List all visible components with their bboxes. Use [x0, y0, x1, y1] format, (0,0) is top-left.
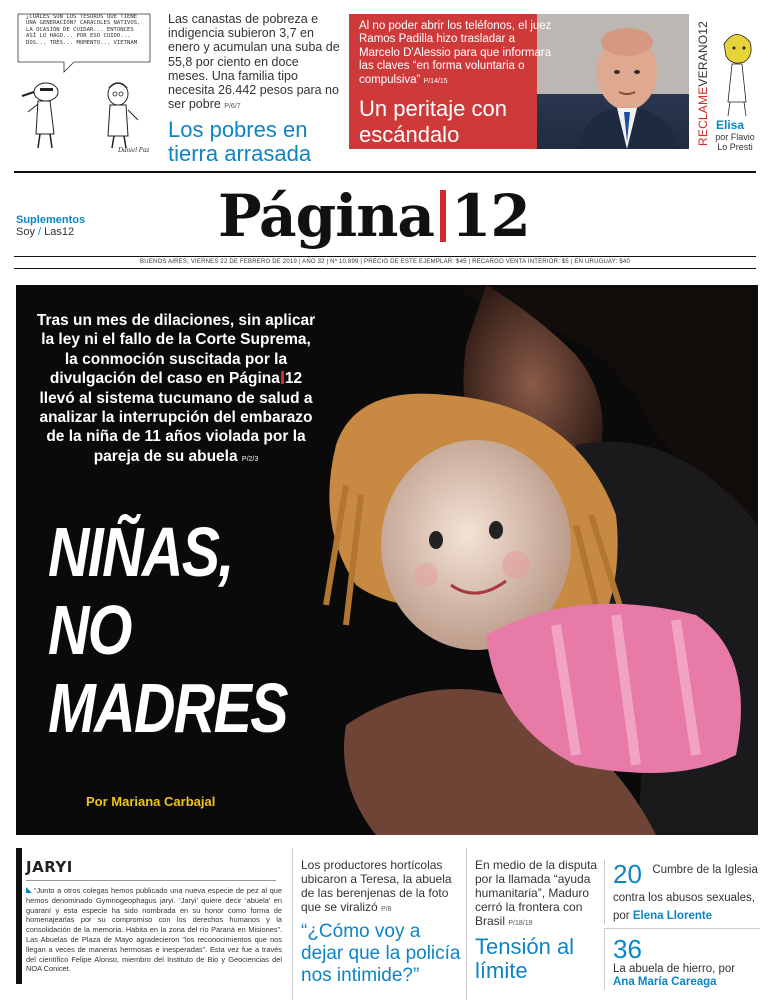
- elisa-author-name: Lo Presti: [717, 142, 753, 152]
- elisa-illustration: [716, 16, 758, 120]
- tension-text: En medio de la disputa por la llamada “ayuda humanitaria”, Maduro cerró la frontera con Brasil: [475, 858, 598, 928]
- supplements-label: Suplementos: [16, 214, 86, 226]
- reclame-word: RECLAME: [696, 86, 710, 146]
- headline-line: MADRES: [48, 669, 287, 747]
- story-peritaje-text: Al no poder abrir los teléfonos, el juez Ramos Padilla hizo trasladar a Marcelo D'Alessio para que informara las claves “en forma voluntaria o compulsiva”: [359, 20, 552, 86]
- main-headline[interactable]: [48, 513, 287, 747]
- teresa-headline[interactable]: “¿Cómo voy a dejar que la policía nos intimide?”: [301, 921, 461, 986]
- brief-text-body: La abuela de hierro, por: [613, 963, 736, 975]
- logo-number: 12: [450, 182, 530, 250]
- brief-page-number: 36: [613, 934, 642, 964]
- jaryi-tag: JARYI: [26, 858, 73, 876]
- page-ref: P/2/3: [241, 455, 259, 463]
- brief-author: Ana María Careaga: [613, 976, 717, 989]
- page-ref: P/18/19: [508, 920, 533, 927]
- brief-text-body: Cumbre de la Iglesia contra los abusos sexuales, por: [613, 864, 758, 922]
- teresa-story[interactable]: [292, 848, 462, 1000]
- teresa-body: [301, 858, 462, 917]
- supplements-separator: /: [38, 226, 42, 238]
- story-pobres-body: [168, 12, 340, 114]
- main-lead-text: [36, 311, 316, 469]
- elisa-author: [712, 132, 758, 152]
- supplements-items: [16, 226, 85, 238]
- cartoon-bubble-text: ¿CUÁLES SON LOS TESOROS QUE TIENE UNA GENERACIÓN? CARACOLES NATIVOS, LA OCASIÓN DE CUIDAR... ENTONCES ASÍ LO HAGO... POR ESO CUIDO... DOS... TRES... MOMENTO... VIETNAM: [26, 14, 141, 46]
- story-peritaje-headline[interactable]: Un peritaje con escándalo: [359, 96, 507, 147]
- story-pobres-headline[interactable]: Los pobres en tierra arrasada: [168, 117, 312, 167]
- jaryi-text: [26, 886, 282, 974]
- column-rule: [26, 880, 276, 881]
- page-ref: P/8: [381, 906, 392, 913]
- cartoon-signature: Daniel Paz: [118, 146, 150, 154]
- pagina12-logo[interactable]: [218, 176, 530, 256]
- dateline: BUENOS AIRES, VIERNES 22 DE FEBRERO DE 2019 | AÑO 32 | Nº 10.899 | PRECIO DE ESTE EJEMPLAR: $45 | RECARGO VENTA INTERIOR: $5 | EN URUGUAY: $40: [14, 256, 756, 269]
- logo-red-bar: [440, 190, 446, 242]
- tension-headline[interactable]: Tensión al límite: [475, 934, 575, 983]
- inline-logo-bar: [281, 371, 284, 384]
- daily-cartoon: [14, 12, 156, 152]
- tension-story[interactable]: [466, 848, 598, 1000]
- supplements-list: [16, 214, 85, 238]
- elisa-author-prefix: por Flavio: [715, 132, 755, 142]
- briefs-column: [604, 848, 760, 1000]
- brief-iglesia[interactable]: [604, 860, 760, 924]
- jaryi-body: “Junto a otros colegas hemos publicado una nueva especie de pez al que hemos denominado Gymnogeophagus jaryi. ‘Jaryi’ quiere decir ‘abuela’ en guaraní y esta especie ha sido nombrada en su honor como forma de homenajearlas por su compromiso con los derechos humanos y la consolidación de la memoria. Habita en la zona del río Paraná en Misiones”. Las Abuelas de Plaza de Mayo agradecieron “los reconocimientos que nos llegan a veces de maneras hermosas e inesperadas”. Esta vez fue a través del científico Felipe Alonso, miembro del Instituto de Bio y Geociencias del NOA Conicet.: [26, 886, 282, 974]
- headline-line: NIÑAS,: [48, 513, 233, 591]
- teresa-text: Los productores hortícolas ubicaron a Teresa, la abuela de las berenjenas de la foto que se viralizó: [301, 858, 452, 914]
- bottom-row: [0, 848, 770, 1000]
- supplement-las12[interactable]: Las12: [44, 226, 75, 238]
- brief-text: [613, 963, 760, 990]
- column-tag-bar: [16, 848, 22, 984]
- main-lead-part1: Tras un mes de dilaciones, sin aplicar la ley ni el fallo de la Corte Suprema, la conmoción suscitada por la divulgación del caso en Página: [36, 312, 316, 388]
- bullet-triangle-icon: [26, 887, 32, 893]
- story-peritaje[interactable]: [349, 14, 689, 149]
- brief-author: Elena Llorente: [632, 910, 713, 922]
- brief-page-number: 20: [613, 859, 642, 889]
- page-ref: P/14/15: [423, 77, 448, 85]
- main-story[interactable]: [16, 285, 758, 835]
- logo-word: Página: [218, 182, 434, 250]
- page-ref: P/6/7: [224, 103, 241, 111]
- reclame-verano-box[interactable]: [694, 14, 760, 154]
- headline-line: NO: [48, 591, 131, 669]
- story-pobres[interactable]: [168, 12, 340, 166]
- tension-body: [475, 858, 598, 931]
- masthead-top-rule: [14, 171, 756, 173]
- main-lead-part2: 12 llevó al sistema tucumano de salud a analizar la interrupción del embarazo de la niña de 11 años violada por la pareja de su abuela: [39, 370, 313, 465]
- supplement-soy[interactable]: Soy: [16, 226, 35, 238]
- brief-abuela[interactable]: [604, 928, 760, 990]
- story-peritaje-body: [359, 20, 559, 88]
- main-byline: Por Mariana Carbajal: [86, 794, 216, 809]
- jaryi-column[interactable]: [16, 848, 280, 1000]
- elisa-title: Elisa: [716, 118, 745, 132]
- reclame-vertical-label: [696, 21, 710, 146]
- verano-word: VERANO12: [696, 20, 710, 87]
- story-pobres-text: Las canastas de pobreza e indigencia subieron 3,7 en enero y acumulan una suba de 55,8 por ciento en doce meses. Una familia tipo necesita 26.442 pesos para no ser pobre: [168, 12, 340, 112]
- top-strip: [0, 0, 770, 167]
